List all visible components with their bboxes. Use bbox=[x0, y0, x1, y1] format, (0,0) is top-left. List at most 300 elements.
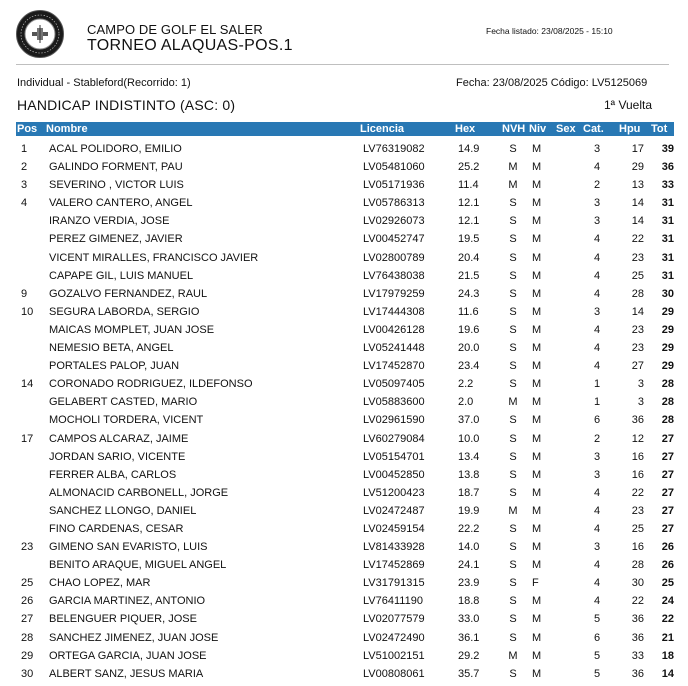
cell-tot: 36 bbox=[661, 161, 674, 174]
cell-cat: 4 bbox=[593, 287, 601, 300]
cell-cat: 1 bbox=[593, 396, 601, 409]
cell-hpu: 13 bbox=[631, 179, 644, 192]
cell-licencia: LV05481060 bbox=[363, 161, 425, 174]
cell-niv: M bbox=[532, 595, 542, 608]
cell-tot: 29 bbox=[661, 305, 674, 318]
cell-hpu: 23 bbox=[631, 251, 644, 264]
cell-cat: 4 bbox=[593, 269, 601, 282]
cell-hpu: 12 bbox=[631, 432, 644, 445]
cell-niv: M bbox=[532, 414, 542, 427]
cell-hex: 13.4 bbox=[458, 450, 480, 463]
cell-licencia: LV05786313 bbox=[363, 197, 425, 210]
cell-cat: 2 bbox=[593, 432, 601, 445]
cell-hpu: 3 bbox=[637, 378, 644, 391]
cell-cat: 3 bbox=[593, 468, 601, 481]
cell-tot: 29 bbox=[661, 360, 674, 373]
table-row bbox=[16, 629, 674, 647]
cell-niv: M bbox=[532, 342, 542, 355]
cell-nombre: CHAO LOPEZ, MAR bbox=[49, 577, 151, 590]
cell-licencia: LV81433928 bbox=[363, 541, 425, 554]
tournament-title: TORNEO ALAQUAS-POS.1 bbox=[87, 37, 293, 54]
cell-niv: M bbox=[532, 450, 542, 463]
cell-pos: 3 bbox=[21, 179, 28, 192]
cell-hex: 36.1 bbox=[458, 631, 480, 644]
col-sex: Sex bbox=[556, 123, 576, 135]
cell-hpu: 22 bbox=[631, 595, 644, 608]
cell-nombre: SANCHEZ JIMENEZ, JUAN JOSE bbox=[49, 631, 219, 644]
col-nvh: NVH bbox=[502, 123, 526, 135]
cell-nvh: S bbox=[509, 468, 517, 481]
table-row bbox=[16, 448, 674, 466]
cell-nombre: FINO CARDENAS, CESAR bbox=[49, 522, 184, 535]
cell-hex: 22.2 bbox=[458, 522, 480, 535]
cell-pos: 25 bbox=[21, 577, 34, 590]
cell-hex: 10.0 bbox=[458, 432, 480, 445]
cell-tot: 18 bbox=[661, 649, 674, 662]
cell-cat: 4 bbox=[593, 323, 601, 336]
cell-nombre: GALINDO FORMENT, PAU bbox=[49, 161, 183, 174]
cell-hex: 23.9 bbox=[458, 577, 480, 590]
cell-hpu: 27 bbox=[631, 360, 644, 373]
cell-tot: 27 bbox=[661, 468, 674, 481]
cell-cat: 2 bbox=[593, 179, 601, 192]
cell-hpu: 30 bbox=[631, 577, 644, 590]
col-pos: Pos bbox=[17, 123, 38, 135]
table-row bbox=[16, 538, 674, 556]
cell-nombre: ORTEGA GARCIA, JUAN JOSE bbox=[49, 649, 207, 662]
cell-licencia: LV02472487 bbox=[363, 504, 425, 517]
list-date: Fecha listado: 23/08/2025 - 15:10 bbox=[486, 26, 613, 36]
cell-hex: 20.4 bbox=[458, 251, 480, 264]
cell-cat: 5 bbox=[593, 613, 601, 626]
cell-nvh: S bbox=[509, 251, 517, 264]
cell-pos: 26 bbox=[21, 595, 34, 608]
cell-cat: 4 bbox=[593, 595, 601, 608]
cell-niv: M bbox=[532, 360, 542, 373]
cell-licencia: LV02926073 bbox=[363, 215, 425, 228]
cell-cat: 4 bbox=[593, 559, 601, 572]
cell-cat: 6 bbox=[593, 414, 601, 427]
cell-cat: 5 bbox=[593, 667, 601, 680]
table-row bbox=[16, 249, 674, 267]
cell-pos: 9 bbox=[21, 287, 28, 300]
cell-nvh: M bbox=[508, 179, 518, 192]
cell-licencia: LV17452870 bbox=[363, 360, 425, 373]
table-row bbox=[16, 574, 674, 592]
cell-nombre: CORONADO RODRIGUEZ, ILDEFONSO bbox=[49, 378, 253, 391]
table-row bbox=[16, 484, 674, 502]
cell-niv: M bbox=[532, 649, 542, 662]
col-cat: Cat. bbox=[583, 123, 604, 135]
cell-hpu: 14 bbox=[631, 197, 644, 210]
cell-licencia: LV31791315 bbox=[363, 577, 425, 590]
results-table bbox=[16, 140, 674, 683]
cell-licencia: LV02077579 bbox=[363, 613, 425, 626]
cell-cat: 4 bbox=[593, 233, 601, 246]
cell-tot: 27 bbox=[661, 504, 674, 517]
cell-hpu: 33 bbox=[631, 649, 644, 662]
table-row bbox=[16, 647, 674, 665]
cell-tot: 27 bbox=[661, 522, 674, 535]
col-licencia: Licencia bbox=[360, 123, 405, 135]
cell-licencia: LV00452850 bbox=[363, 468, 425, 481]
cell-hpu: 28 bbox=[631, 287, 644, 300]
cell-hex: 11.4 bbox=[458, 179, 479, 192]
cell-tot: 21 bbox=[661, 631, 674, 644]
cell-hex: 18.8 bbox=[458, 595, 480, 608]
cell-hex: 35.7 bbox=[458, 667, 480, 680]
cell-cat: 4 bbox=[593, 486, 601, 499]
table-row bbox=[16, 411, 674, 429]
cell-nombre: PEREZ GIMENEZ, JAVIER bbox=[49, 233, 183, 246]
cell-licencia: LV02472490 bbox=[363, 631, 425, 644]
cell-tot: 31 bbox=[661, 269, 674, 282]
cell-tot: 25 bbox=[661, 577, 674, 590]
table-row bbox=[16, 339, 674, 357]
cell-niv: M bbox=[532, 143, 542, 155]
table-row bbox=[16, 430, 674, 448]
cell-cat: 6 bbox=[593, 631, 601, 644]
cell-cat: 3 bbox=[593, 305, 601, 318]
cell-cat: 4 bbox=[593, 360, 601, 373]
cell-niv: M bbox=[532, 541, 542, 554]
date-code: Fecha: 23/08/2025 Código: LV5125069 bbox=[456, 77, 648, 89]
table-row bbox=[16, 665, 674, 683]
cell-pos: 1 bbox=[21, 143, 28, 155]
cell-nombre: CAPAPE GIL, LUIS MANUEL bbox=[49, 269, 194, 282]
cell-tot: 22 bbox=[661, 613, 674, 626]
table-row bbox=[16, 212, 674, 230]
table-row bbox=[16, 592, 674, 610]
cell-hpu: 17 bbox=[631, 143, 644, 155]
cell-nvh: S bbox=[509, 414, 517, 427]
table-header bbox=[16, 122, 674, 136]
cell-nvh: S bbox=[509, 631, 517, 644]
cell-hex: 21.5 bbox=[458, 269, 480, 282]
cell-nombre: VICENT MIRALLES, FRANCISCO JAVIER bbox=[49, 251, 259, 264]
cell-tot: 33 bbox=[661, 179, 674, 192]
cell-hpu: 25 bbox=[631, 269, 644, 282]
cell-hex: 19.9 bbox=[458, 504, 480, 517]
cell-tot: 27 bbox=[661, 432, 674, 445]
cell-licencia: LV17452869 bbox=[363, 559, 425, 572]
cell-nombre: GELABERT CASTED, MARIO bbox=[49, 396, 198, 409]
club-name: CAMPO DE GOLF EL SALER bbox=[87, 22, 263, 37]
cell-niv: M bbox=[532, 468, 542, 481]
cell-hpu: 22 bbox=[631, 486, 644, 499]
cell-hex: 25.2 bbox=[458, 161, 480, 174]
cell-nvh: S bbox=[509, 323, 517, 336]
cell-hex: 18.7 bbox=[458, 486, 480, 499]
cell-niv: M bbox=[532, 179, 542, 192]
cell-nvh: S bbox=[509, 667, 517, 680]
cell-nvh: S bbox=[509, 143, 517, 155]
cell-licencia: LV76411190 bbox=[363, 595, 423, 608]
cell-hpu: 3 bbox=[637, 396, 644, 409]
cell-cat: 4 bbox=[593, 251, 601, 264]
cell-tot: 30 bbox=[661, 287, 674, 300]
cell-nombre: FERRER ALBA, CARLOS bbox=[49, 468, 177, 481]
cell-niv: M bbox=[532, 396, 542, 409]
cell-nvh: S bbox=[509, 432, 517, 445]
cell-niv: M bbox=[532, 378, 542, 391]
cell-pos: 2 bbox=[21, 161, 28, 174]
cell-pos: 23 bbox=[21, 541, 34, 554]
cell-nombre: NEMESIO BETA, ANGEL bbox=[49, 342, 174, 355]
cell-cat: 3 bbox=[593, 450, 601, 463]
cell-tot: 24 bbox=[661, 595, 674, 608]
cell-nvh: S bbox=[509, 197, 517, 210]
col-niv: Niv bbox=[529, 123, 547, 135]
golf-club-emblem-icon bbox=[17, 11, 63, 57]
cell-pos: 30 bbox=[21, 667, 34, 680]
cell-pos: 10 bbox=[21, 305, 34, 318]
cell-nvh: S bbox=[509, 287, 517, 300]
cell-tot: 26 bbox=[661, 541, 674, 554]
cell-niv: M bbox=[532, 613, 542, 626]
table-row bbox=[16, 158, 674, 176]
cell-licencia: LV00426128 bbox=[363, 323, 425, 336]
cell-licencia: LV05171936 bbox=[363, 179, 425, 192]
cell-nombre: CAMPOS ALCARAZ, JAIME bbox=[49, 432, 189, 445]
cell-pos: 27 bbox=[21, 613, 34, 626]
cell-licencia: LV51200423 bbox=[363, 486, 425, 499]
cell-cat: 3 bbox=[593, 197, 601, 210]
table-row bbox=[16, 375, 674, 393]
cell-nombre: MOCHOLI TORDERA, VICENT bbox=[49, 414, 204, 427]
cell-hpu: 25 bbox=[631, 522, 644, 535]
table-row bbox=[16, 466, 674, 484]
cell-nombre: SANCHEZ LLONGO, DANIEL bbox=[49, 504, 197, 517]
cell-hpu: 36 bbox=[631, 414, 644, 427]
table-row bbox=[16, 393, 674, 411]
cell-tot: 39 bbox=[661, 143, 674, 155]
cell-nvh: S bbox=[509, 378, 517, 391]
cell-niv: M bbox=[532, 667, 542, 680]
cell-cat: 4 bbox=[593, 342, 601, 355]
table-row bbox=[16, 502, 674, 520]
cell-hex: 14.0 bbox=[458, 541, 480, 554]
cell-hex: 29.2 bbox=[458, 649, 480, 662]
cell-licencia: LV05883600 bbox=[363, 396, 425, 409]
cell-licencia: LV76319082 bbox=[363, 143, 425, 155]
cell-licencia: LV17979259 bbox=[363, 287, 425, 300]
cell-tot: 31 bbox=[661, 197, 674, 210]
table-row bbox=[16, 610, 674, 628]
cell-tot: 28 bbox=[661, 414, 674, 427]
cell-hex: 2.0 bbox=[458, 396, 474, 409]
cell-nombre: ALMONACID CARBONELL, JORGE bbox=[49, 486, 229, 499]
cell-nvh: M bbox=[508, 504, 518, 517]
cell-hex: 13.8 bbox=[458, 468, 480, 481]
cell-hpu: 16 bbox=[631, 541, 644, 554]
cell-nvh: S bbox=[509, 360, 517, 373]
col-hex: Hex bbox=[455, 123, 476, 135]
cell-cat: 4 bbox=[593, 577, 601, 590]
cell-hpu: 22 bbox=[631, 233, 644, 246]
cell-nombre: BELENGUER PIQUER, JOSE bbox=[49, 613, 197, 626]
cell-licencia: LV51002151 bbox=[363, 649, 425, 662]
game-mode: Individual - Stableford(Recorrido: 1) bbox=[17, 77, 191, 89]
cell-nombre: GOZALVO FERNANDEZ, RAUL bbox=[49, 287, 208, 300]
col-nombre: Nombre bbox=[46, 123, 88, 135]
cell-pos: 28 bbox=[21, 631, 34, 644]
cell-nombre: MAICAS MOMPLET, JUAN JOSE bbox=[49, 323, 215, 336]
cell-nombre: ALBERT SANZ, JESUS MARIA bbox=[49, 667, 204, 680]
cell-niv: M bbox=[532, 522, 542, 535]
cell-pos: 14 bbox=[21, 378, 34, 391]
cell-cat: 3 bbox=[593, 215, 601, 228]
cell-niv: M bbox=[532, 251, 542, 264]
table-row bbox=[16, 357, 674, 375]
cell-niv: M bbox=[532, 305, 542, 318]
cell-hpu: 36 bbox=[631, 667, 644, 680]
cell-licencia: LV17444308 bbox=[363, 305, 425, 318]
cell-tot: 31 bbox=[661, 251, 674, 264]
cell-nvh: S bbox=[509, 577, 517, 590]
cell-niv: M bbox=[532, 233, 542, 246]
cell-nombre: GIMENO SAN EVARISTO, LUIS bbox=[49, 541, 208, 554]
table-row bbox=[16, 556, 674, 574]
table-row bbox=[16, 176, 674, 194]
cell-licencia: LV76438038 bbox=[363, 269, 425, 282]
handicap-category: HANDICAP INDISTINTO (ASC: 0) bbox=[17, 97, 236, 113]
cell-tot: 29 bbox=[661, 323, 674, 336]
cell-cat: 1 bbox=[593, 378, 601, 391]
cell-hex: 12.1 bbox=[458, 215, 480, 228]
cell-pos: 17 bbox=[21, 432, 34, 445]
cell-niv: M bbox=[532, 486, 542, 499]
cell-niv: F bbox=[532, 577, 539, 590]
club-logo bbox=[16, 10, 64, 58]
table-row bbox=[16, 520, 674, 538]
cell-nvh: S bbox=[509, 486, 517, 499]
cell-hex: 11.6 bbox=[458, 305, 479, 318]
cell-niv: M bbox=[532, 559, 542, 572]
cell-nvh: S bbox=[509, 215, 517, 228]
cell-hpu: 14 bbox=[631, 305, 644, 318]
cell-hpu: 23 bbox=[631, 342, 644, 355]
col-hpu: Hpu bbox=[619, 123, 641, 135]
cell-niv: M bbox=[532, 197, 542, 210]
cell-hex: 24.1 bbox=[458, 559, 480, 572]
cell-hpu: 23 bbox=[631, 504, 644, 517]
cell-hpu: 16 bbox=[631, 450, 644, 463]
cell-licencia: LV05154701 bbox=[363, 450, 425, 463]
cell-cat: 5 bbox=[593, 649, 601, 662]
cell-licencia: LV05097405 bbox=[363, 378, 425, 391]
cell-nvh: S bbox=[509, 450, 517, 463]
cell-tot: 31 bbox=[661, 233, 674, 246]
cell-nvh: M bbox=[508, 161, 518, 174]
cell-cat: 4 bbox=[593, 161, 601, 174]
cell-nvh: S bbox=[509, 595, 517, 608]
cell-tot: 14 bbox=[661, 667, 674, 680]
cell-licencia: LV00808061 bbox=[363, 667, 425, 680]
cell-cat: 4 bbox=[593, 522, 601, 535]
cell-niv: M bbox=[532, 287, 542, 300]
table-row bbox=[16, 230, 674, 248]
cell-nvh: M bbox=[508, 396, 518, 409]
cell-hex: 2.2 bbox=[458, 378, 474, 391]
cell-licencia: LV02961590 bbox=[363, 414, 425, 427]
cell-nombre: ACAL POLIDORO, EMILIO bbox=[49, 143, 182, 155]
cell-nvh: S bbox=[509, 559, 517, 572]
cell-niv: M bbox=[532, 161, 542, 174]
cell-nvh: S bbox=[509, 342, 517, 355]
cell-hpu: 36 bbox=[631, 631, 644, 644]
cell-nombre: SEGURA LABORDA, SERGIO bbox=[49, 305, 200, 318]
cell-cat: 4 bbox=[593, 504, 601, 517]
cell-nvh: S bbox=[509, 522, 517, 535]
cell-licencia: LV00452747 bbox=[363, 233, 425, 246]
cell-hex: 37.0 bbox=[458, 414, 480, 427]
cell-niv: M bbox=[532, 323, 542, 336]
cell-tot: 27 bbox=[661, 450, 674, 463]
cell-hpu: 14 bbox=[631, 215, 644, 228]
cell-licencia: LV60279084 bbox=[363, 432, 425, 445]
table-row bbox=[16, 321, 674, 339]
cell-tot: 29 bbox=[661, 342, 674, 355]
cell-licencia: LV05241448 bbox=[363, 342, 425, 355]
cell-nvh: S bbox=[509, 613, 517, 626]
cell-nombre: GARCIA MARTINEZ, ANTONIO bbox=[49, 595, 206, 608]
cell-niv: M bbox=[532, 432, 542, 445]
cell-tot: 31 bbox=[661, 215, 674, 228]
cell-hex: 20.0 bbox=[458, 342, 480, 355]
cell-hpu: 36 bbox=[631, 613, 644, 626]
cell-niv: M bbox=[532, 631, 542, 644]
cell-hex: 33.0 bbox=[458, 613, 480, 626]
cell-hpu: 16 bbox=[631, 468, 644, 481]
cell-hpu: 23 bbox=[631, 323, 644, 336]
cell-licencia: LV02459154 bbox=[363, 522, 425, 535]
cell-hpu: 28 bbox=[631, 559, 644, 572]
cell-hex: 24.3 bbox=[458, 287, 480, 300]
cell-nombre: IRANZO VERDIA, JOSE bbox=[49, 215, 170, 228]
cell-niv: M bbox=[532, 269, 542, 282]
cell-tot: 27 bbox=[661, 486, 674, 499]
cell-pos: 4 bbox=[21, 197, 28, 210]
header-divider bbox=[16, 64, 669, 65]
cell-nvh: S bbox=[509, 305, 517, 318]
cell-hex: 19.6 bbox=[458, 323, 480, 336]
cell-tot: 28 bbox=[661, 378, 674, 391]
cell-nvh: S bbox=[509, 233, 517, 246]
table-row bbox=[16, 303, 674, 321]
table-row bbox=[16, 140, 674, 158]
cell-licencia: LV02800789 bbox=[363, 251, 425, 264]
cell-nombre: VALERO CANTERO, ANGEL bbox=[49, 197, 193, 210]
cell-tot: 26 bbox=[661, 559, 674, 572]
cell-cat: 3 bbox=[593, 143, 601, 155]
cell-nombre: SEVERINO , VICTOR LUIS bbox=[49, 179, 184, 192]
cell-nombre: PORTALES PALOP, JUAN bbox=[49, 360, 180, 373]
cell-pos: 29 bbox=[21, 649, 34, 662]
cell-tot: 28 bbox=[661, 396, 674, 409]
cell-hex: 14.9 bbox=[458, 143, 480, 155]
cell-nombre: JORDAN SARIO, VICENTE bbox=[49, 450, 186, 463]
table-row bbox=[16, 285, 674, 303]
cell-hex: 12.1 bbox=[458, 197, 480, 210]
table-row bbox=[16, 267, 674, 285]
col-tot: Tot bbox=[651, 123, 668, 135]
cell-hex: 23.4 bbox=[458, 360, 480, 373]
round-label: 1ª Vuelta bbox=[604, 98, 653, 112]
cell-cat: 3 bbox=[593, 541, 601, 554]
cell-nvh: S bbox=[509, 269, 517, 282]
cell-nvh: M bbox=[508, 649, 518, 662]
